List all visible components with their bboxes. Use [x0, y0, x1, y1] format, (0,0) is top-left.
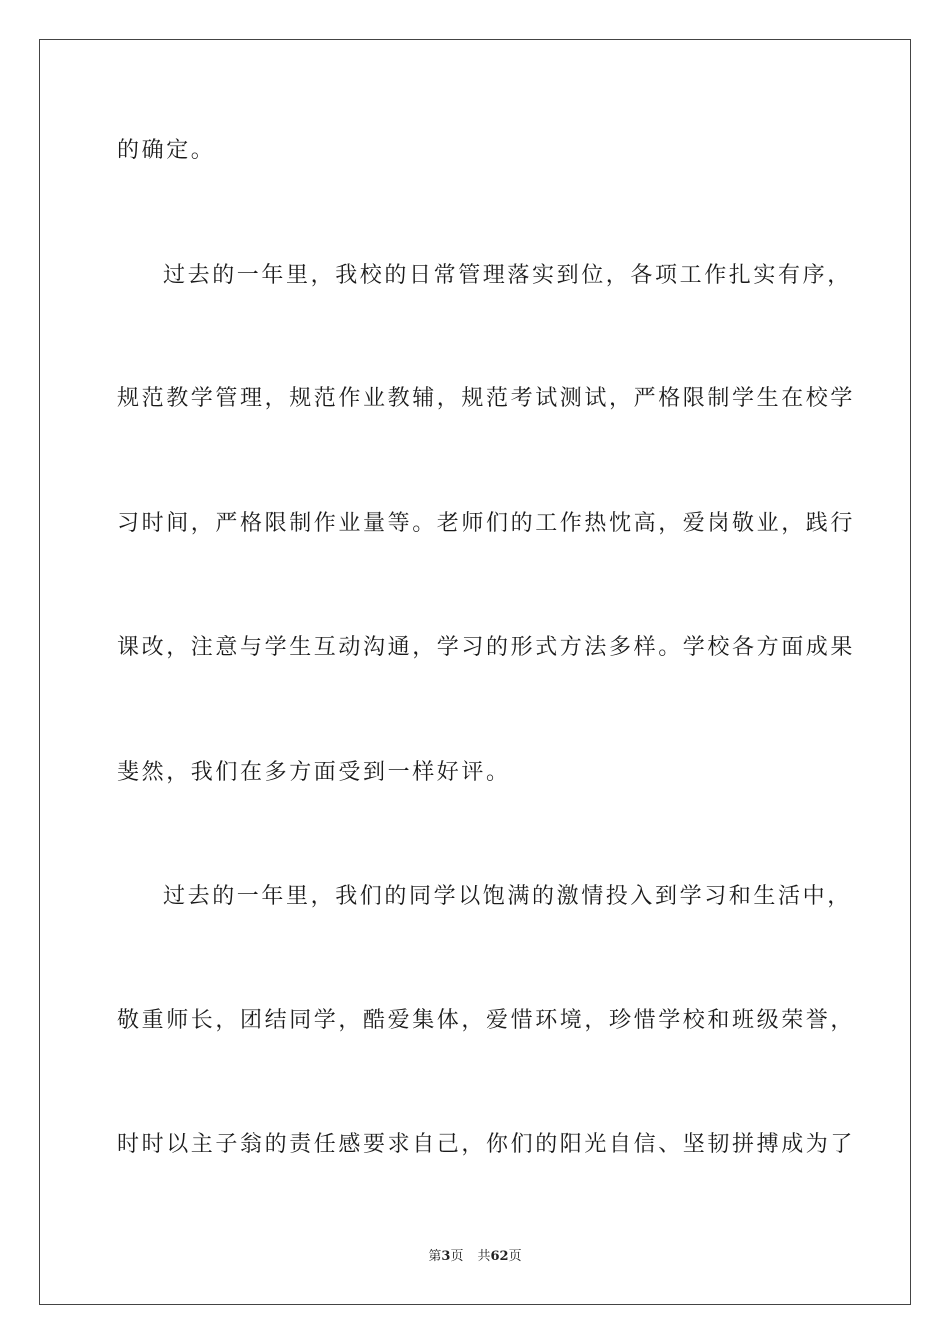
text-line-paragraph-start: 过去的一年里，我校的日常管理落实到位，各项工作扎实有序，: [163, 263, 852, 288]
total-pages: 62: [490, 1249, 509, 1264]
text-line: 规范教学管理，规范作业教辅，规范考试测试，严格限制学生在校学: [117, 386, 856, 411]
page-prefix: 第: [428, 1249, 442, 1264]
text-line: 的确定。: [117, 138, 216, 163]
text-line-paragraph-start: 过去的一年里，我们的同学以饱满的激情投入到学习和生活中，: [163, 884, 852, 909]
text-line: 习时间，严格限制作业量等。老师们的工作热忱高，爱岗敬业，践行: [117, 511, 856, 536]
page-number: 3: [441, 1249, 451, 1264]
page-border: [39, 39, 911, 1305]
text-line: 斐然，我们在多方面受到一样好评。: [117, 760, 511, 785]
total-suffix: 页: [508, 1249, 522, 1264]
text-line: 敬重师长，团结同学，酷爱集体，爱惜环境，珍惜学校和班级荣誉，: [117, 1008, 856, 1033]
text-line: 课改，注意与学生互动沟通，学习的形式方法多样。学校各方面成果: [117, 635, 856, 660]
page-suffix: 页: [450, 1249, 464, 1264]
total-prefix: 共: [477, 1249, 491, 1264]
text-line: 时时以主子翁的责任感要求自己，你们的阳光自信、坚韧拼搏成为了: [117, 1132, 856, 1157]
page-footer: [0, 1248, 950, 1266]
